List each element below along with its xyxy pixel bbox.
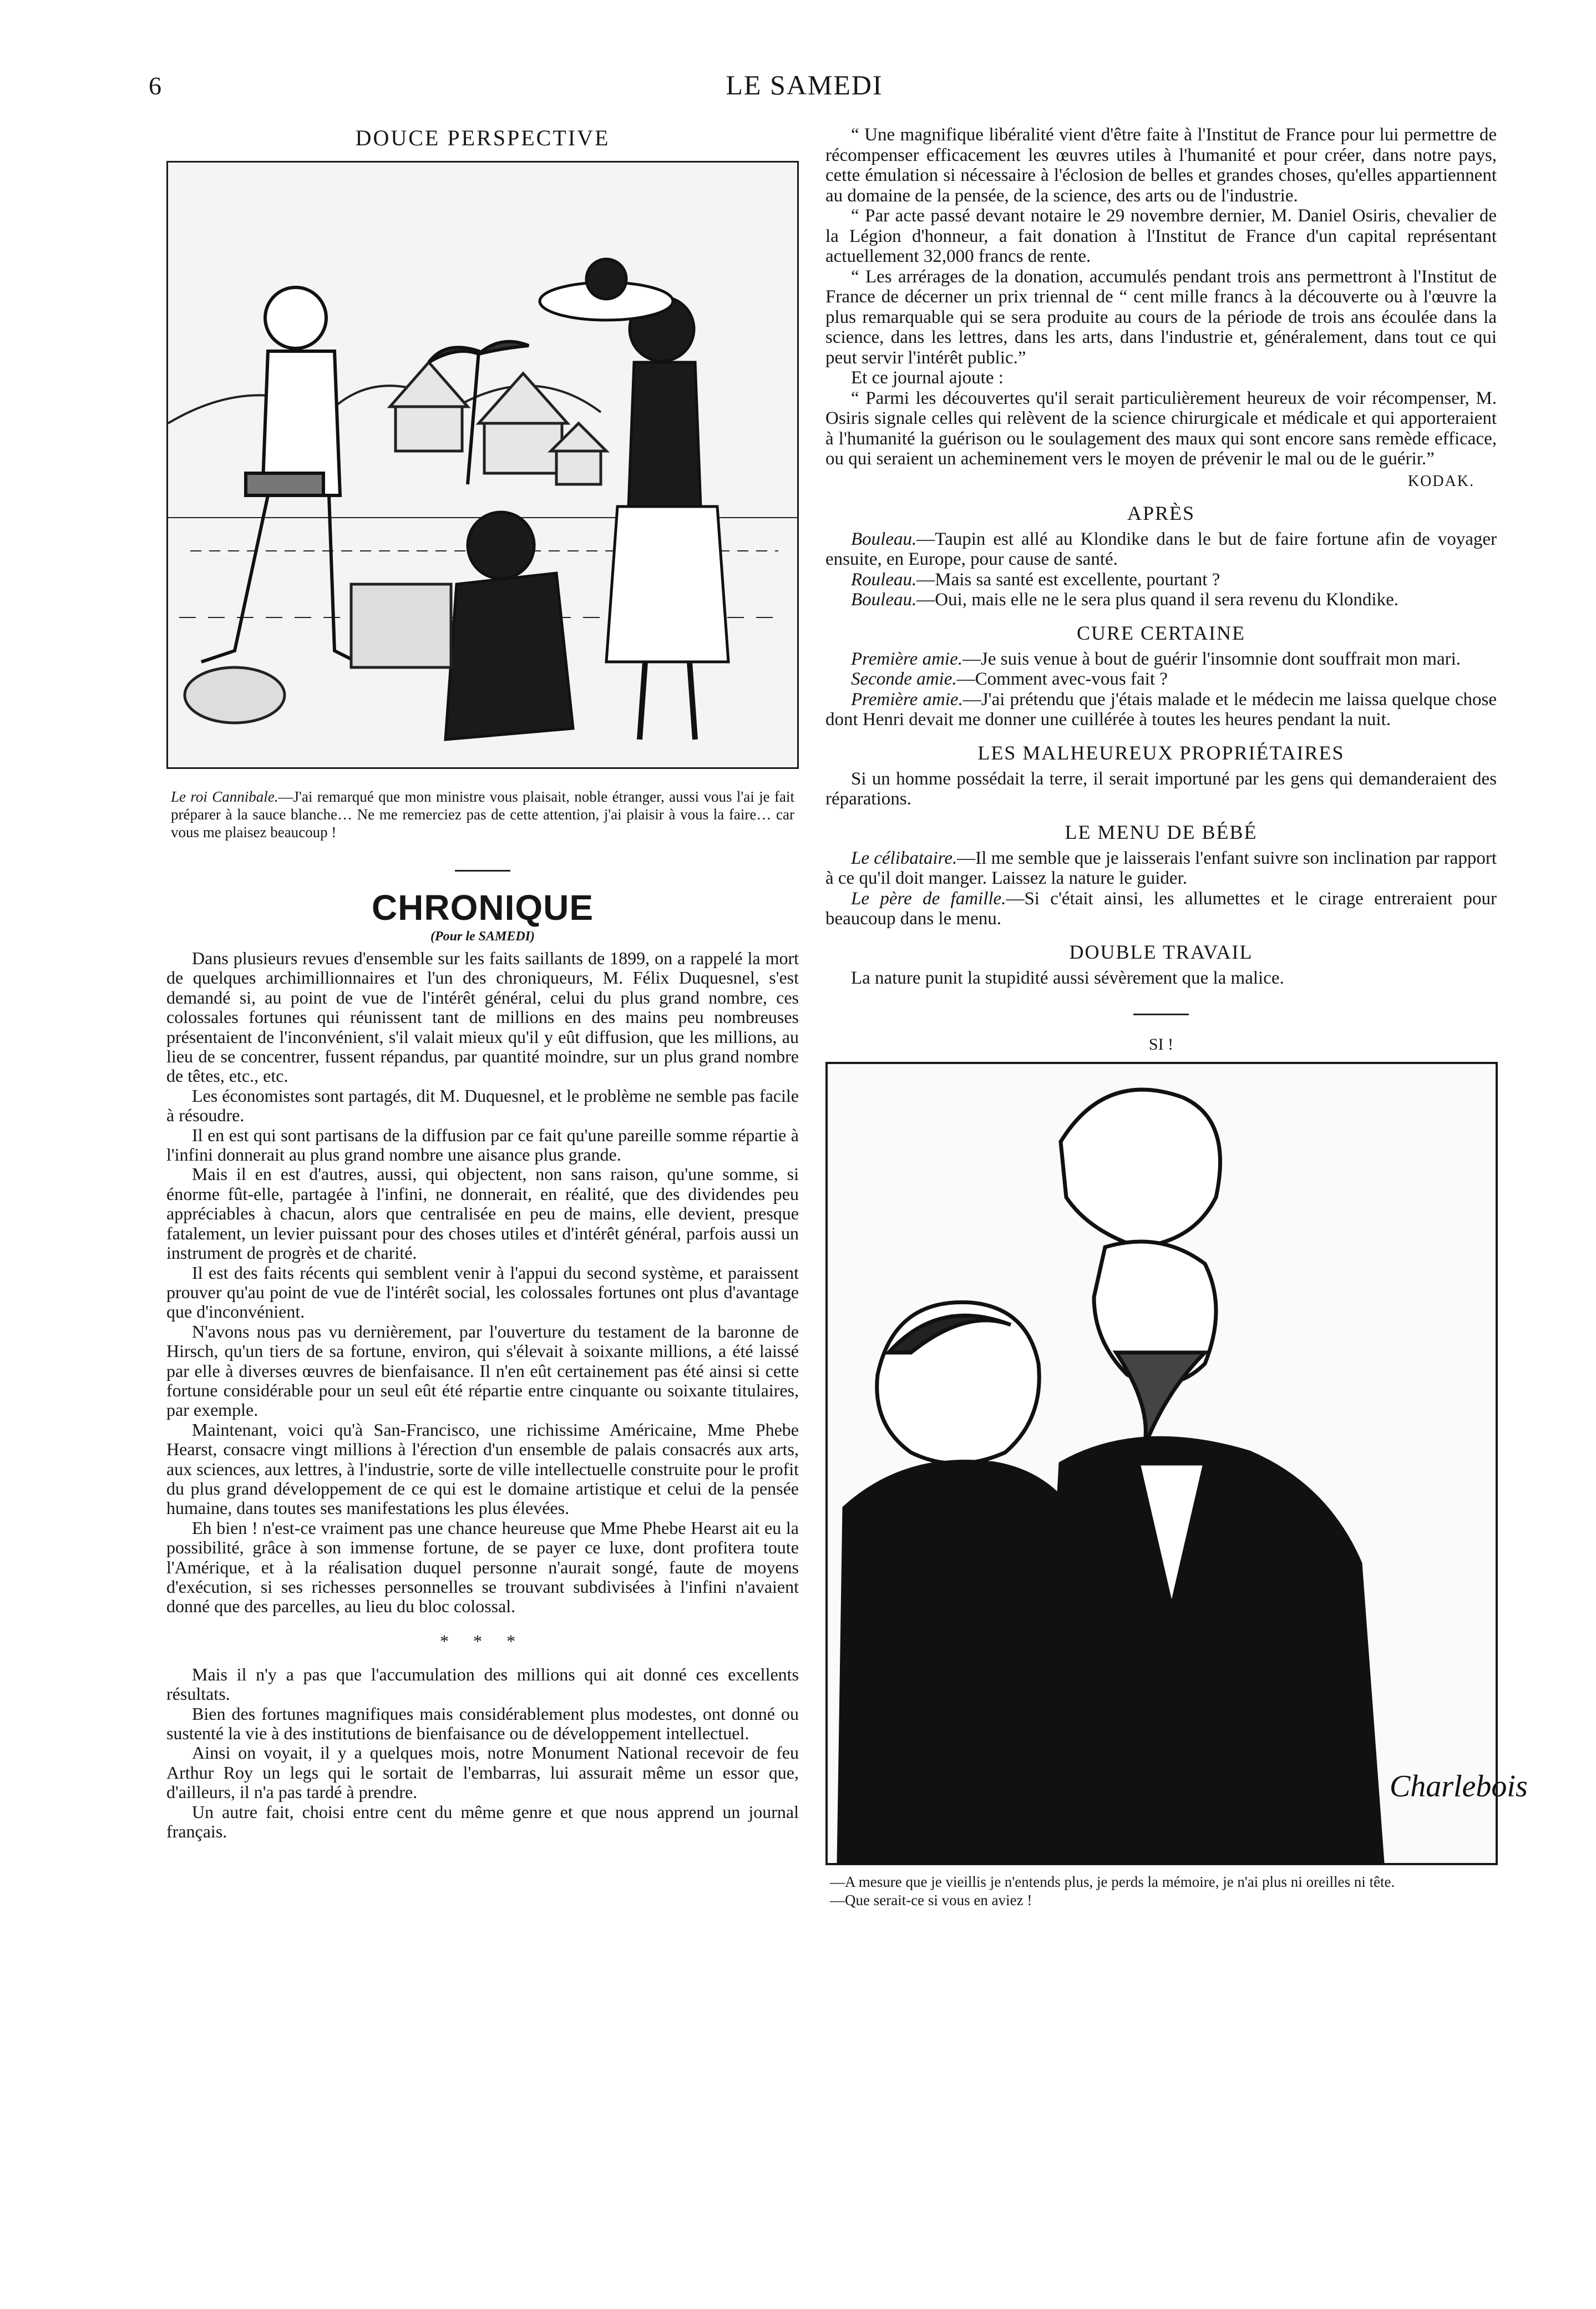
divider [1133, 1014, 1189, 1015]
chronique-paragraph: N'avons nous pas vu dernièrement, par l'ouverture du testament de la baronne de Hirsch, qu'un tiers de sa fortune, environ, qui s'élevait à soixante millions, a été laissé par elle à diverses œuvres de bienfaisance. Il n'en eût certainement pas été ainsi si cette fortune considérable pour un seul eût été répartie entre cinquante ou soixante titulaires, par exemple. [166, 1321, 799, 1420]
cure-title: CURE CERTAINE [1077, 621, 1245, 644]
cartoon-caption [166, 788, 799, 841]
illustration-signature: J. Charlebois [1360, 1769, 1528, 1804]
chronique-paragraph: Mais il n'y a pas que l'accumulation des millions qui ait donné ces excellents résultats. [166, 1664, 799, 1704]
chronique-title: CHRONIQUE [371, 888, 594, 928]
double-title: DOUBLE TRAVAIL [1069, 940, 1253, 963]
line-text: —J'ai prétendu que j'étais malade et le médecin me laissa quelque chose dont Henri devait me donner une cuillérée à toutes les heures pendant la nuit. [825, 689, 1497, 730]
chronique-paragraph: Mais il en est d'autres, aussi, qui objectent, non sans raison, qu'une somme, si énorme fût-elle, partagée à l'infini, ne donnerait, en réalité, que des dividendes peu appréciables à chacun, alors que centralisée en peu de mains, elle devient, presque fatalement, un levier puissant pour des choses utiles et d'intérêt général, parfois aussi un instrument de progrès et de charité. [166, 1164, 799, 1263]
caption-text: —J'ai remarqué que mon ministre vous plaisait, noble étranger, aussi vous l'ai je fait préparer à la sauce blanche… Ne me remerciez pas de cette attention, j'ai plaisir à vous la faire… car vous me plaisez beaucoup ! [171, 788, 794, 840]
chronique-paragraph: Les économistes sont partagés, dit M. Duquesnel, et le problème ne semble pas facile à résoudre. [166, 1085, 799, 1126]
right-column [825, 125, 1528, 1910]
quote-paragraph: Et ce journal ajoute : [851, 368, 1004, 388]
legend-line: —A mesure que je vieillis je n'entends plus, je perds la mémoire, je n'ai plus ni oreilles ni tête. [830, 1873, 1395, 1890]
speaker: Bouleau. [851, 529, 917, 549]
section-stars: * * * [440, 1631, 525, 1651]
quote-paragraph: “ Par acte passé devant notaire le 29 novembre dernier, M. Daniel Osiris, chevalier de la Légion d'honneur, a fait donation à l'Institut de France d'un capital représentant actuellement 32,000 francs de rente. [825, 206, 1497, 266]
dialogue-line [825, 889, 1497, 929]
chronique-paragraph: Bien des fortunes magnifiques mais considérablement plus modestes, ont donné ou sustenté la vie à des institutions de bienfaisance ou de développement intellectuel. [166, 1703, 799, 1744]
chronique-paragraph: Ainsi on voyait, il y a quelques mois, notre Monument National recevoir de feu Arthur Roy un legs qui le sortait de l'embarras, lui assurait même un essor que, d'ailleurs, il n'a pas tardé à prendre. [166, 1743, 799, 1802]
chronique-paragraph: Il est des faits récents qui semblent venir à l'appui du second système, et paraissent prouver qu'au point de vue de l'intérêt social, les colossales fortunes ont plus d'avantage que d'inconvénient. [166, 1262, 799, 1322]
si-title: SI ! [1148, 1035, 1174, 1054]
cartoon-title: DOUCE PERSPECTIVE [355, 125, 610, 150]
speaker: Rouleau. [851, 569, 917, 590]
dialogue-line [825, 529, 1497, 570]
chronique-paragraph: Eh bien ! n'est-ce vraiment pas une chance heureuse que Mme Phebe Hearst ait eu la possibilité, grâce à son immense fortune, de se payer ce luxe, dont profitera toute l'Amérique, et à la réalisation duquel personne n'aurait songé, faute de moyens d'exécution, si ses richesses personnelles se trouvant subdivisées à l'infini n'avaient donné que des parcelles, au lieu du bloc colossal. [166, 1517, 799, 1617]
line-text: —Oui, mais elle ne le sera plus quand il sera revenu du Klondike. [916, 590, 1399, 610]
quote-paragraph: “ Les arrérages de la donation, accumulés pendant trois ans permettront à l'Institut de France de décerner un prix triennal de “ cent mille francs à la découverte ou à l'œuvre la plus remarquable qui se sera produite au cours de la période de trois ans écoulée dans la science, dans les lettres, dans les arts, dans l'industrie et, généralement, dans tout ce qui peut servir l'intérêt public.” [825, 266, 1497, 368]
divider [455, 870, 510, 872]
page-number: 6 [149, 72, 161, 100]
quote-paragraph: “ Une magnifique libéralité vient d'être faite à l'Institut de France pour lui permettre de récompenser efficacement les œuvres utiles à l'humanité et pour créer, dans notre pays, cette émulation si nécessaire à l'éclosion de belles et grandes choses, qu'elles appartiennent au domaine de la pensée, de la science, des arts ou de l'industrie. [825, 125, 1497, 206]
dialogue-line [825, 570, 1497, 590]
left-column [166, 125, 799, 1841]
speaker: Seconde amie. [851, 669, 957, 689]
line-text: —Comment avec-vous fait ? [956, 669, 1168, 689]
dialogue-line [825, 669, 1497, 690]
speaker: Le père de famille. [851, 888, 1006, 909]
speaker: Bouleau. [851, 590, 917, 610]
caption-speaker: Le roi Cannibale. [171, 788, 278, 805]
line-text: —Taupin est allé au Klondike dans le but de faire fortune afin de voyager ensuite, en Europe, pour cause de santé. [825, 529, 1497, 569]
double-text: La nature punit la stupidité aussi sévèrement que la malice. [851, 968, 1284, 988]
line-text: —Il me semble que je laisserais l'enfant suivre son inclination par rapport à ce qu'il doit manger. Laissez la nature le guider. [825, 848, 1497, 888]
proprietaires-title: LES MALHEUREUX PROPRIÉTAIRES [977, 741, 1345, 764]
dialogue-line [825, 590, 1497, 610]
line-text: —Si c'était ainsi, les allumettes et le cirage entreraient pour beaucoup dans le menu. [825, 888, 1497, 929]
chronique-byline: (Pour le SAMEDI) [430, 929, 535, 944]
newspaper-title: LE SAMEDI [726, 69, 883, 100]
proprietaires-text: Si un homme possédait la terre, il serait importuné par les gens qui demanderaient des réparations. [825, 768, 1497, 809]
chronique-paragraph: Il en est qui sont partisans de la diffusion par ce fait qu'une pareille somme répartie à l'infini donnerait au plus grand nombre une aisance plus grande. [166, 1125, 799, 1165]
two-old-men-illustration [825, 1062, 1528, 1865]
speaker: Le célibataire. [851, 848, 957, 868]
speaker: Première amie. [851, 689, 963, 710]
dialogue-line [825, 848, 1497, 889]
cannibal-king-illustration [166, 161, 799, 769]
line-text: —Mais sa santé est excellente, pourtant ? [916, 569, 1220, 590]
dialogue-line [825, 649, 1497, 670]
quote-paragraph: “ Parmi les découvertes qu'il serait particulièrement heureux de voir récompenser, M. Osiris signale celles qui relèvent de la science chirurgicale et médicale et qui apporteraient à l'humanité la guérison ou le soulagement des maux qui sont encore sans remède efficace, ou qui seraient un acheminement vers le moyen de prévenir le mal ou de le guérir.” [825, 388, 1497, 469]
chronique-paragraph: Maintenant, voici qu'à San-Francisco, une richissime Américaine, Mme Phebe Hearst, consacre vingt millions à l'érection d'un ensemble de palais consacrés aux arts, aux sciences, aux lettres, à l'industrie, sorte de ville intellectuelle construite pour le profit du plus grand développement de ce qui est le domaine artistique et celui de la pensée humaine, dans toutes ses manifestations les plus élevées. [166, 1419, 799, 1518]
dialogue-line [825, 690, 1497, 730]
menu-title: LE MENU DE BÉBÉ [1065, 821, 1258, 843]
speaker: Première amie. [851, 649, 962, 669]
line-text: —Je suis venue à bout de guérir l'insomnie dont souffrait mon mari. [962, 649, 1461, 669]
author-signature: KODAK. [1407, 472, 1475, 490]
illustration-legend [825, 1873, 1497, 1910]
legend-line: —Que serait-ce si vous en aviez ! [830, 1892, 1032, 1908]
apres-title: APRÈS [1127, 502, 1195, 524]
chronique-paragraph: Un autre fait, choisi entre cent du même genre et que nous apprend un journal français. [166, 1801, 799, 1842]
chronique-paragraph: Dans plusieurs revues d'ensemble sur les faits saillants de 1899, on a rappelé la mort de quelques archimillionnaires et l'un des chroniqueurs, M. Félix Duquesnel, s'est demandé si, au point de vue de l'intérêt général, celui du plus grand nombre, ces colossales fortunes qui réunissent tant de millions en des mains peu nombreuses présentaient de l'inconvénient, s'il valait mieux qu'il y eût diffusion, que les millions, au lieu de se concentrer, fussent répandus, par quantité moindre, sur un plus grand nombre de têtes, etc., etc. [166, 948, 799, 1086]
